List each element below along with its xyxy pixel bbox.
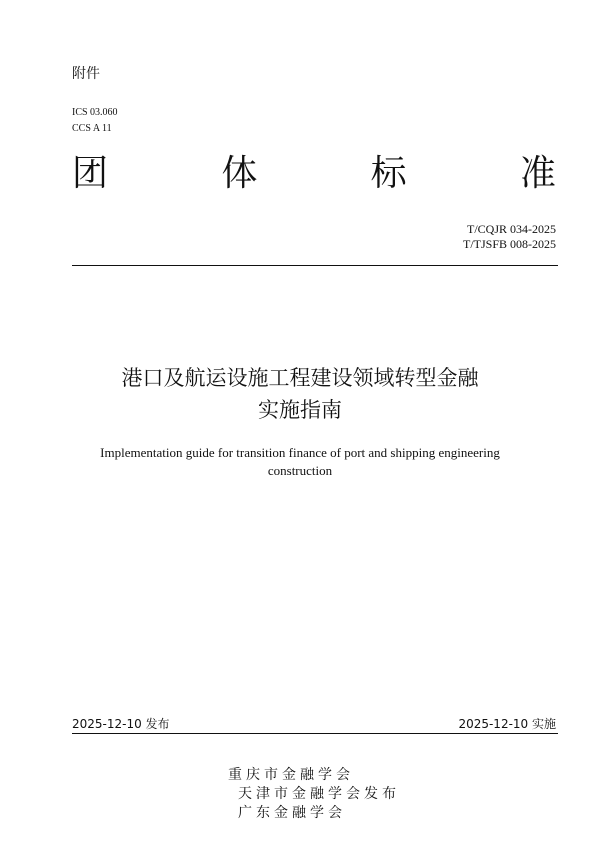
ics-code: ICS 03.060	[72, 107, 118, 118]
publisher-line: 重庆市金融学会	[228, 767, 354, 783]
standard-numbers	[463, 222, 556, 252]
standard-type-char: 标	[370, 152, 407, 194]
title-cn-line: 实施指南	[258, 398, 342, 422]
implementation-date: 2025-12-10 实施	[458, 717, 556, 731]
standard-number: T/CQJR 034-2025	[466, 222, 556, 236]
standard-type-char: 体	[221, 152, 258, 194]
title-cn-line: 港口及航运设施工程建设领域转型金融	[121, 366, 479, 390]
title-en-line: Implementation guide for transition finance of port and shipping engineering	[100, 445, 500, 460]
issue-date: 2025-12-10 发布	[72, 717, 170, 731]
bottom-divider	[72, 733, 558, 734]
standard-type-heading	[72, 148, 556, 192]
publishers	[228, 766, 400, 823]
standard-number: T/TJSFB 008-2025	[462, 237, 556, 251]
top-divider	[72, 265, 558, 266]
title-en-line: construction	[267, 463, 333, 478]
standard-type-char: 团	[72, 152, 109, 194]
document-title-en	[60, 444, 540, 480]
attachment-label: 附件	[72, 66, 100, 82]
ccs-code: CCS A 11	[72, 123, 112, 134]
document-title-cn	[0, 362, 600, 426]
standard-type-char: 准	[519, 152, 556, 194]
publisher-line: 天津市金融学会发布	[238, 786, 400, 802]
publisher-line: 广东金融学会	[238, 805, 346, 821]
